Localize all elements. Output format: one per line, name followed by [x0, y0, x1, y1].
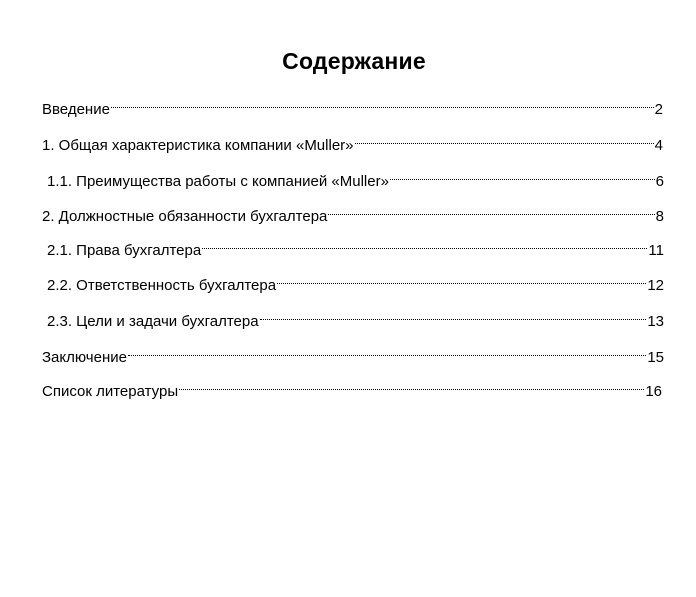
dot-leader — [128, 338, 646, 362]
toc-entry-section-2-2[interactable] — [47, 266, 664, 294]
toc-page-number: 16 — [645, 383, 662, 400]
dot-leader — [111, 90, 654, 114]
toc-page-number: 8 — [655, 208, 664, 225]
toc-entry-introduction[interactable] — [42, 90, 663, 118]
toc-page-number: 11 — [648, 242, 664, 259]
dot-leader — [328, 197, 654, 221]
dot-leader — [277, 266, 646, 290]
toc-entry-label: Введение — [42, 101, 110, 118]
dot-leader — [179, 372, 644, 396]
toc-page-number: 15 — [647, 349, 664, 366]
toc-entry-conclusion[interactable] — [42, 338, 664, 366]
toc-title: Содержание — [282, 48, 426, 74]
toc-entry-section-2-1[interactable] — [47, 231, 664, 259]
toc-entry-label: 2.1. Права бухгалтера — [47, 242, 202, 259]
toc-entry-label: 2.2. Ответственность бухгалтера — [47, 277, 277, 294]
toc-page-number: 6 — [655, 173, 664, 190]
toc-page-number: 2 — [654, 101, 663, 118]
toc-entry-label: Список литературы — [42, 383, 179, 400]
toc-entry-label: Заключение — [42, 349, 127, 366]
toc-page-number: 4 — [654, 137, 663, 154]
dot-leader — [260, 302, 647, 326]
dot-leader — [390, 162, 655, 186]
toc-entry-section-2-3[interactable] — [47, 302, 664, 330]
toc-entry-label: 2. Должностные обязанности бухгалтера — [42, 208, 328, 225]
toc-entry-label: 1.1. Преимущества работы с компанией «Muller» — [47, 173, 389, 190]
dot-leader — [202, 231, 647, 255]
toc-entry-label: 1. Общая характеристика компании «Muller» — [42, 137, 354, 154]
toc-entry-chapter-2[interactable] — [42, 197, 664, 225]
dot-leader — [355, 126, 654, 150]
toc-entry-label: 2.3. Цели и задачи бухгалтера — [47, 313, 259, 330]
toc-entry-bibliography[interactable] — [42, 372, 662, 400]
toc-page-number: 12 — [647, 277, 664, 294]
toc-entry-chapter-1[interactable] — [42, 126, 663, 154]
toc-entry-section-1-1[interactable] — [47, 162, 664, 190]
toc-page-number: 13 — [647, 313, 664, 330]
